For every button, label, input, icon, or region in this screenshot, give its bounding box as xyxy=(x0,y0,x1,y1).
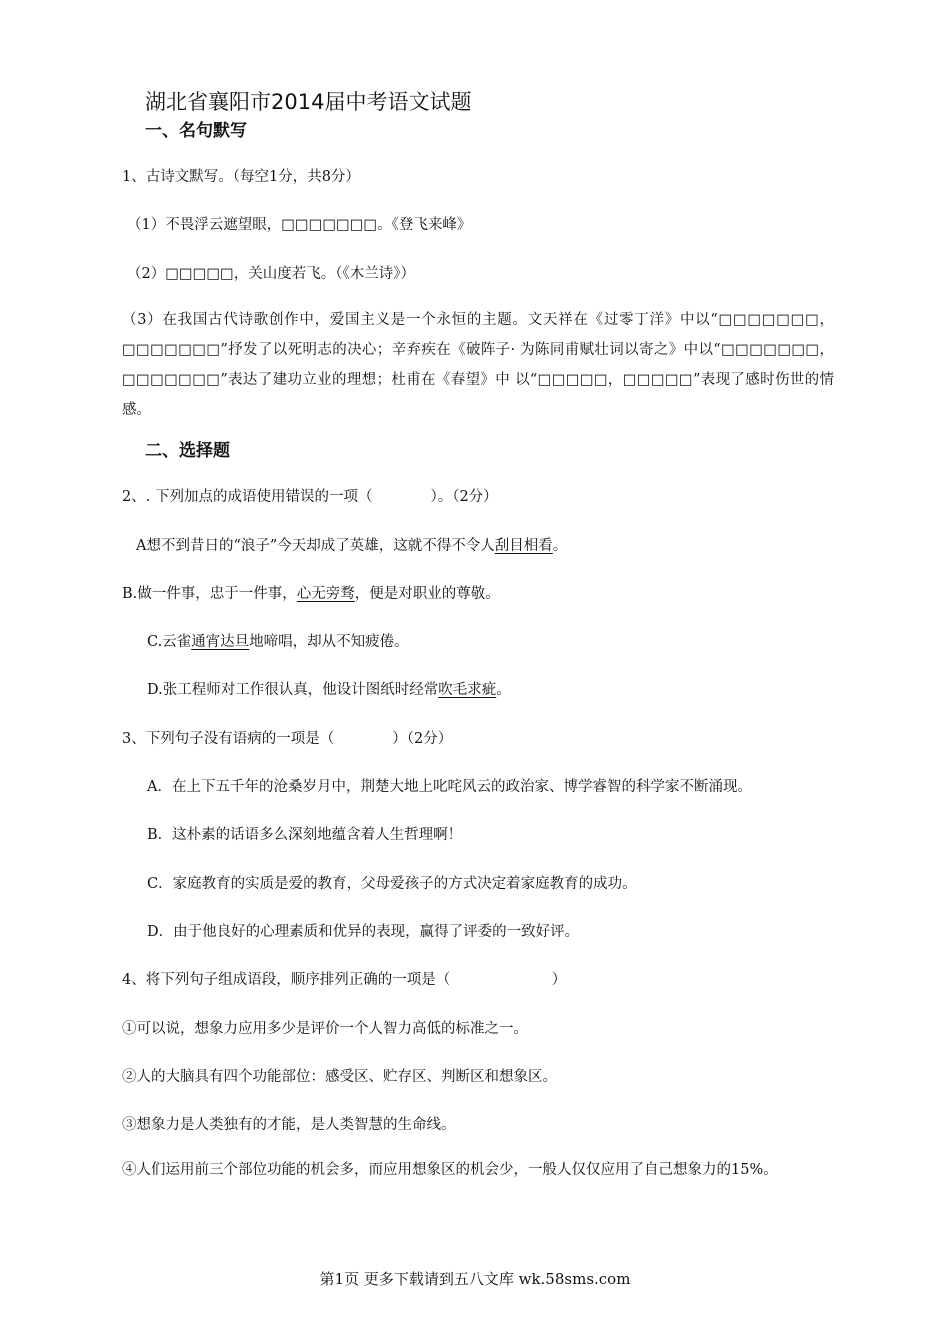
question-2-option-c xyxy=(147,630,409,651)
option-text: A想不到昔日的“浪子”今天却成了英雄，这就不得不令人 xyxy=(136,538,495,554)
option-text-end: 。 xyxy=(496,682,511,698)
question-1-stem: 1、古诗文默写。（每空1分，共8分） xyxy=(122,169,360,185)
question-3-stem: 3、下列句子没有语病的一项是（ ）（2分） xyxy=(122,731,453,747)
page-title: 湖北省襄阳市2014届中考语文试题 xyxy=(145,90,472,114)
question-2-option-d xyxy=(147,678,511,699)
question-3-option-a: A．在上下五千年的沧桑岁月中，荆楚大地上叱咤风云的政治家、博学睿智的科学家不断涌现。 xyxy=(147,779,752,795)
idiom-underlined: 心无旁骛 xyxy=(296,586,355,602)
question-1-item-3: （3）在我国古代诗歌创作中，爱国主义是一个永恒的主题。文天祥在《过零丁洋》中以“□□□□□□□，□□□□□□□”抒发了以死明志的决心；辛弃疾在《破阵子· 为陈同甫赋壮词以寄之》中以“□□□□□□□，□□□□□□□”表达了建功立业的理想；杜甫在《春望》中 以“□□□□□，□□□□□”表现了感时伤世的情感。 xyxy=(122,312,834,418)
question-4-stem: 4、将下列句子组成语段，顺序排列正确的一项是（ ） xyxy=(122,972,567,988)
option-text: C.云雀 xyxy=(147,634,192,650)
question-4-sentence-4: ④人们运用前三个部位功能的机会多，而应用想象区的机会少，一般人仅仅应用了自己想象力的15%。 xyxy=(122,1162,778,1178)
question-2-stem: 2、. 下列加点的成语使用错误的一项（ ）。（2分） xyxy=(122,489,498,505)
option-text-end: 地啼唱，却从不知疲倦。 xyxy=(249,634,409,650)
question-3-option-c: C．家庭教育的实质是爱的教育，父母爱孩子的方式决定着家庭教育的成功。 xyxy=(147,876,637,892)
option-text-end: ，便是对职业的尊敬。 xyxy=(354,586,500,602)
question-1-item-1: （1）不畏浮云遮望眼，□□□□□□□。《登飞来峰》 xyxy=(127,217,472,233)
section-heading-1: 一、名句默写 xyxy=(145,121,247,141)
option-text-end: 。 xyxy=(552,538,568,554)
page-footer: 第1页 更多下载请到五八文库 wk.58sms.com xyxy=(319,1270,631,1288)
question-2-option-a xyxy=(136,534,567,555)
idiom-underlined: 吹毛求疵 xyxy=(438,682,497,698)
question-4-sentence-1: ①可以说，想象力应用多少是评价一个人智力高低的标准之一。 xyxy=(122,1021,528,1037)
question-3-option-b: B．这朴素的话语多么深刻地蕴含着人生哲理啊！ xyxy=(147,827,463,843)
option-text: B.做一件事，忠于一件事， xyxy=(122,586,297,602)
idiom-underlined: 刮目相看 xyxy=(494,538,553,554)
section-heading-2: 二、选择题 xyxy=(145,441,230,461)
question-3-option-d: D．由于他良好的心理素质和优异的表现，赢得了评委的一致好评。 xyxy=(147,924,580,940)
question-4-sentence-3: ③想象力是人类独有的才能，是人类智慧的生命线。 xyxy=(122,1117,456,1133)
question-1-item-2: （2）□□□□□，关山度若飞。（《木兰诗》） xyxy=(127,266,415,282)
idiom-underlined: 通宵达旦 xyxy=(191,634,250,650)
question-4-sentence-2: ②人的大脑具有四个功能部位：感受区、贮存区、判断区和想象区。 xyxy=(122,1069,557,1085)
question-2-option-b xyxy=(122,582,500,603)
option-text: D.张工程师对工作很认真，他设计图纸时经常 xyxy=(147,682,439,698)
